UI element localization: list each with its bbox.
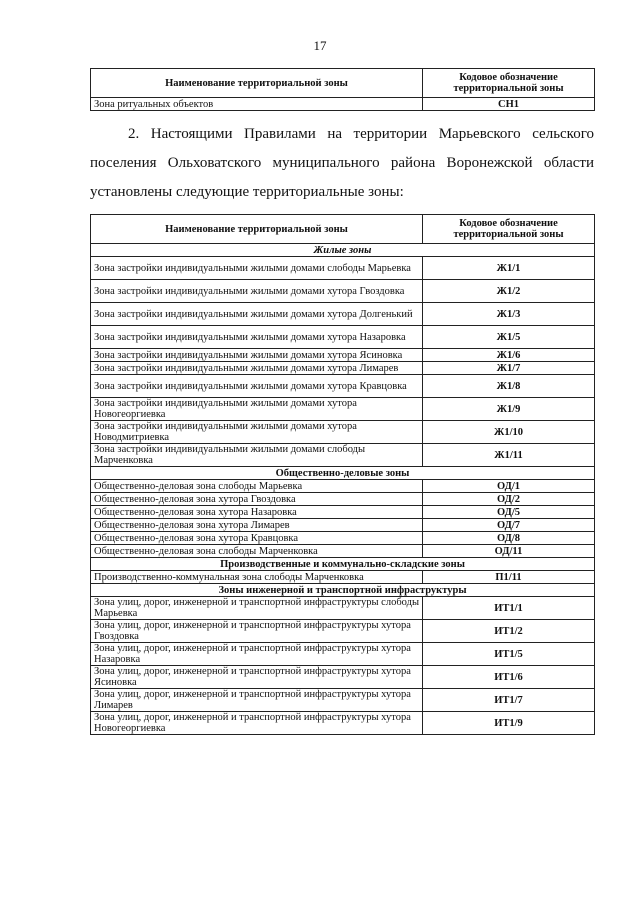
zone-code: ИТ1/1 xyxy=(423,597,595,620)
zone-name: Зона застройки индивидуальными жилыми домами хутора Ясиновка xyxy=(91,349,423,362)
table-row xyxy=(91,666,595,689)
section-row xyxy=(91,558,595,571)
zone-name: Зона застройки индивидуальными жилыми домами хутора Лимарев xyxy=(91,362,423,375)
section-title: Жилые зоны xyxy=(91,244,595,257)
table-header-row xyxy=(91,69,595,98)
zone-code: ОД/11 xyxy=(423,545,595,558)
zone-code: Ж1/1 xyxy=(423,257,595,280)
zone-code: ОД/2 xyxy=(423,493,595,506)
zone-name: Зона улиц, дорог, инженерной и транспортной инфраструктуры хутора Лимарев xyxy=(91,689,423,712)
zone-name: Общественно-деловая зона хутора Гвоздовка xyxy=(91,493,423,506)
zone-code: ОД/1 xyxy=(423,480,595,493)
zone-code: ОД/8 xyxy=(423,532,595,545)
table-row xyxy=(91,532,595,545)
zone-code: Ж1/3 xyxy=(423,303,595,326)
table-row xyxy=(91,375,595,398)
zone-name: Зона застройки индивидуальными жилыми домами слободы Марченковка xyxy=(91,444,423,467)
zone-code: ИТ1/7 xyxy=(423,689,595,712)
zone-name: Зона застройки индивидуальными жилыми домами хутора Новодмитриевка xyxy=(91,421,423,444)
zone-name: Зона ритуальных объектов xyxy=(91,98,423,111)
table-row xyxy=(91,620,595,643)
body-paragraph: 2. Настоящими Правилами на территории Марьевского сельского поселения Ольховатского муниципального района Воронежской области установлены следующие территориальные зоны: xyxy=(90,126,594,200)
zone-name: Зона улиц, дорог, инженерной и транспортной инфраструктуры слободы Марьевка xyxy=(91,597,423,620)
zone-name: Зона улиц, дорог, инженерной и транспортной инфраструктуры хутора Назаровка xyxy=(91,643,423,666)
section-row xyxy=(91,467,595,480)
table-row xyxy=(91,545,595,558)
zone-name: Зона застройки индивидуальными жилыми домами хутора Назаровка xyxy=(91,326,423,349)
zone-name: Зона застройки индивидуальными жилыми домами хутора Гвоздовка xyxy=(91,280,423,303)
table-row xyxy=(91,303,595,326)
zone-code: ИТ1/6 xyxy=(423,666,595,689)
header-zone-name: Наименование территориальной зоны xyxy=(91,215,423,244)
zone-code: Ж1/11 xyxy=(423,444,595,467)
table-row xyxy=(91,493,595,506)
table-row xyxy=(91,643,595,666)
table-row xyxy=(91,257,595,280)
section-title: Общественно-деловые зоны xyxy=(91,467,595,480)
table-row xyxy=(91,280,595,303)
section-title: Зоны инженерной и транспортной инфраструктуры xyxy=(91,584,595,597)
zones-table xyxy=(90,214,595,735)
zone-name: Общественно-деловая зона хутора Лимарев xyxy=(91,519,423,532)
zone-code: Ж1/8 xyxy=(423,375,595,398)
zone-name: Зона застройки индивидуальными жилыми домами хутора Долгенький xyxy=(91,303,423,326)
table-header-row xyxy=(91,215,595,244)
table-row xyxy=(91,349,595,362)
zone-code: Ж1/10 xyxy=(423,421,595,444)
zone-code: ОД/5 xyxy=(423,506,595,519)
zone-code: ИТ1/9 xyxy=(423,712,595,735)
table-row xyxy=(91,398,595,421)
zone-name: Общественно-деловая зона слободы Марченковка xyxy=(91,545,423,558)
header-zone-name: Наименование территориальной зоны xyxy=(91,69,423,98)
zone-code: Ж1/5 xyxy=(423,326,595,349)
section-row xyxy=(91,584,595,597)
zone-code: Ж1/2 xyxy=(423,280,595,303)
table-row xyxy=(91,480,595,493)
zone-name: Зона улиц, дорог, инженерной и транспортной инфраструктуры хутора Новогеоргиевка xyxy=(91,712,423,735)
table-row xyxy=(91,362,595,375)
header-zone-code: Кодовое обозначение территориальной зоны xyxy=(423,69,595,98)
table-row xyxy=(91,326,595,349)
table-row xyxy=(91,597,595,620)
zone-name: Зона застройки индивидуальными жилыми домами слободы Марьевка xyxy=(91,257,423,280)
zone-name: Общественно-деловая зона хутора Назаровка xyxy=(91,506,423,519)
zones-table-continued xyxy=(90,68,595,111)
page-number: 17 xyxy=(313,38,327,53)
table-row xyxy=(91,444,595,467)
table-row xyxy=(91,689,595,712)
section-title: Производственные и коммунально-складские зоны xyxy=(91,558,595,571)
zone-name: Зона улиц, дорог, инженерной и транспортной инфраструктуры хутора Ясиновка xyxy=(91,666,423,689)
zone-code: ОД/7 xyxy=(423,519,595,532)
table-row xyxy=(91,98,595,111)
table-row xyxy=(91,506,595,519)
zone-code: Ж1/6 xyxy=(423,349,595,362)
zone-code: Ж1/7 xyxy=(423,362,595,375)
zone-code: ИТ1/5 xyxy=(423,643,595,666)
zone-code: Ж1/9 xyxy=(423,398,595,421)
zone-code: ИТ1/2 xyxy=(423,620,595,643)
zone-name: Общественно-деловая зона хутора Кравцовка xyxy=(91,532,423,545)
zone-name: Общественно-деловая зона слободы Марьевка xyxy=(91,480,423,493)
zone-name: Зона застройки индивидуальными жилыми домами хутора Кравцовка xyxy=(91,375,423,398)
zone-name: Производственно-коммунальная зона слободы Марченковка xyxy=(91,571,423,584)
zone-code: П1/11 xyxy=(423,571,595,584)
table-row xyxy=(91,571,595,584)
table-row xyxy=(91,421,595,444)
zone-code: СН1 xyxy=(423,98,595,111)
section-row xyxy=(91,244,595,257)
table-row xyxy=(91,712,595,735)
zone-name: Зона застройки индивидуальными жилыми домами хутора Новогеоргиевка xyxy=(91,398,423,421)
zone-name: Зона улиц, дорог, инженерной и транспортной инфраструктуры хутора Гвоздовка xyxy=(91,620,423,643)
table-row xyxy=(91,519,595,532)
header-zone-code: Кодовое обозначение территориальной зоны xyxy=(423,215,595,244)
